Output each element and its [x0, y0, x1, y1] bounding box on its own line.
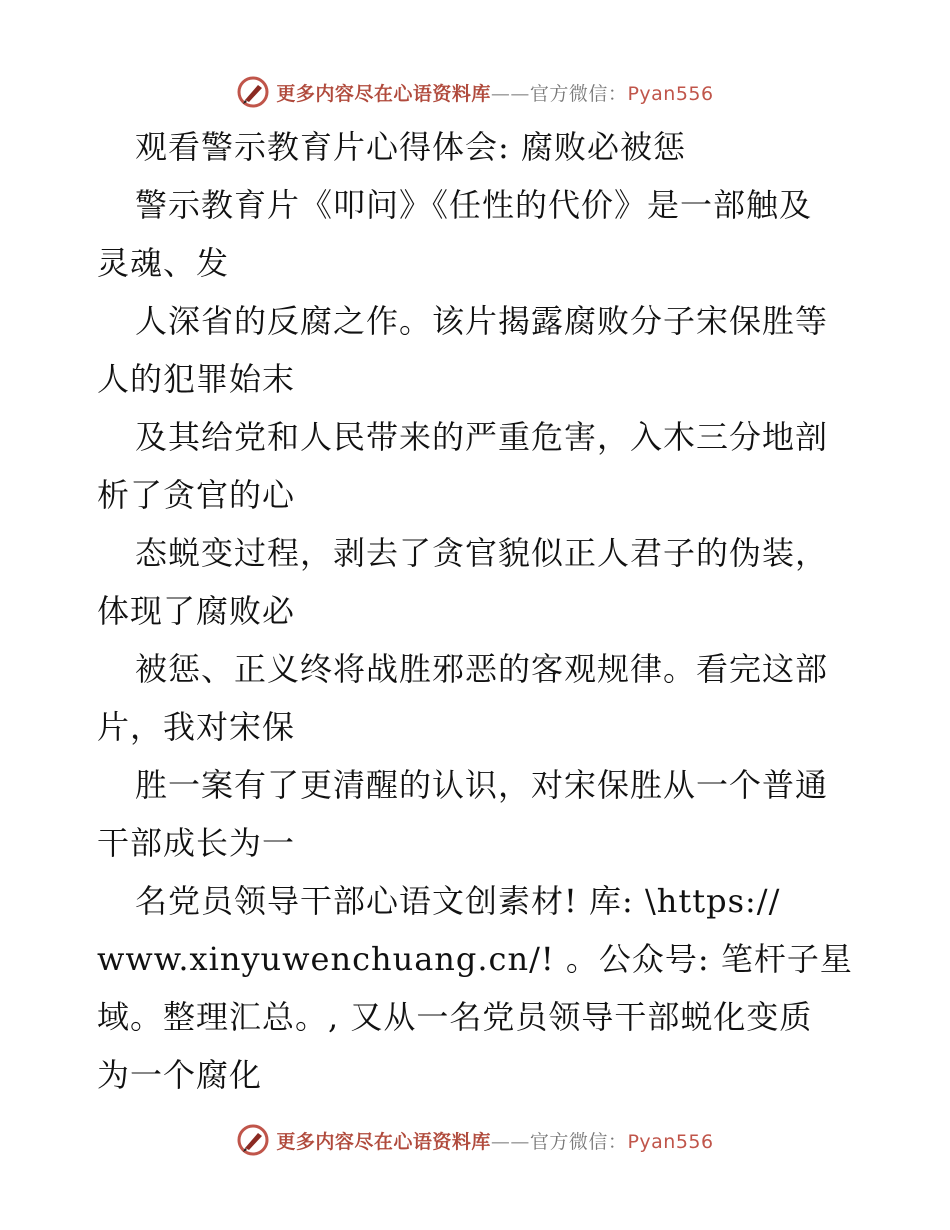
- header-banner-text: [276, 79, 713, 106]
- paragraph-line: 名党员领导干部心语文创素材! 库: \https://: [135, 882, 781, 920]
- paragraph-line: www.xinyuwenchuang.cn/! 。公众号: 笔杆子星: [97, 940, 853, 978]
- document-body: [97, 118, 857, 1104]
- paragraph-line: 为一个腐化: [97, 1056, 263, 1094]
- paragraph-line: 人深省的反腐之作。该片揭露腐败分子宋保胜等: [135, 302, 829, 340]
- paragraph-line: 态蜕变过程，剥去了贪官貌似正人君子的伪装，: [135, 534, 829, 572]
- footer-slogan: 更多内容尽在心语资料库: [276, 1130, 491, 1153]
- header-separator: ——: [490, 82, 530, 105]
- pen-logo-icon: [236, 75, 270, 109]
- header-wechat-account: Pyan556: [627, 82, 714, 105]
- paragraph-line: 灵魂、发: [97, 244, 230, 282]
- paragraph-line: 警示教育片《叩问》《任性的代价》是一部触及: [135, 186, 813, 224]
- paragraph-line: 人的犯罪始末: [97, 360, 296, 398]
- footer-separator: ——: [490, 1130, 530, 1153]
- paragraph-line: 片，我对宋保: [97, 708, 296, 746]
- paragraph-line: 胜一案有了更清醒的认识，对宋保胜从一个普通: [135, 766, 829, 804]
- document-title: 观看警示教育片心得体会: 腐败必被惩: [135, 128, 686, 166]
- header-banner: [0, 72, 950, 112]
- paragraph-line: 域。整理汇总。, 又从一名党员领导干部蜕化变质: [97, 998, 813, 1036]
- paragraph-line: 体现了腐败必: [97, 592, 296, 630]
- paragraph-line: 析了贪官的心: [97, 476, 296, 514]
- pen-logo-icon: [236, 1123, 270, 1157]
- paragraph-line: 被惩、正义终将战胜邪恶的客观规律。看完这部: [135, 650, 829, 688]
- paragraph-line: 干部成长为一: [97, 824, 296, 862]
- paragraph-line: 及其给党和人民带来的严重危害，入木三分地剖: [135, 418, 829, 456]
- footer-banner: [0, 1120, 950, 1160]
- footer-wechat-label: 官方微信：: [529, 1130, 628, 1153]
- header-wechat-label: 官方微信：: [529, 82, 628, 105]
- footer-banner-text: [276, 1127, 713, 1154]
- header-slogan: 更多内容尽在心语资料库: [276, 82, 491, 105]
- footer-wechat-account: Pyan556: [627, 1130, 714, 1153]
